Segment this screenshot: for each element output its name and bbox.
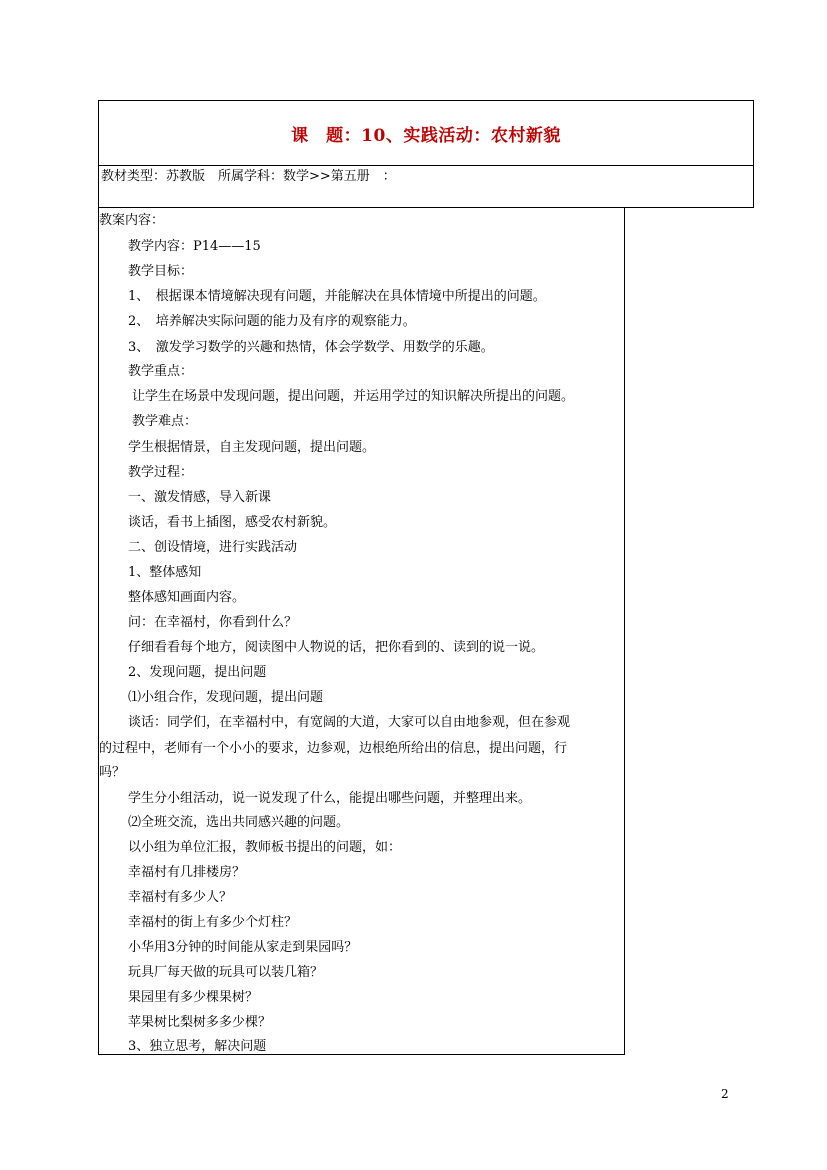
content-line: 幸福村有几排楼房？	[128, 865, 246, 880]
lesson-title: 课 题：10、实践活动：农村新貌	[291, 125, 561, 146]
content-line: 教学内容：P14——15	[128, 239, 261, 254]
content-line: 果园里有多少棵果树？	[128, 990, 259, 1005]
content-line: 吗？	[99, 765, 126, 780]
content-line: 的过程中，老师有一个小小的要求，边参观，边根绝所给出的信息，提出问题，行	[99, 741, 568, 756]
content-line: 问：在幸福村，你看到什么？	[128, 615, 298, 630]
content-line: 教学过程：	[128, 465, 194, 480]
content-line: 2、发现问题，提出问题	[128, 665, 267, 680]
content-line: 仔细看看每个地方，阅读图中人物说的话，把你看到的、读到的说一说。	[128, 640, 545, 655]
content-line: 2、 培养解决实际问题的能力及有序的观察能力。	[128, 314, 416, 329]
content-line: 幸福村有多少人？	[128, 890, 233, 905]
content-line: 小华用3分钟的时间能从家走到果园吗？	[128, 940, 358, 955]
content-line: 3、独立思考，解决问题	[128, 1039, 267, 1054]
content-line: 学生分小组活动，说一说发现了什么，能提出哪些问题，并整理出来。	[128, 791, 532, 806]
content-line: 3、 激发学习数学的兴趣和热情，体会学数学、用数学的乐趣。	[128, 340, 494, 355]
page-number: 2	[721, 1087, 729, 1101]
content-line: 学生根据情景，自主发现问题，提出问题。	[128, 440, 376, 455]
content-line: 幸福村的街上有多少个灯柱？	[128, 915, 298, 930]
meta-cell	[98, 165, 754, 208]
meta-line: 教材类型：苏教版 所属学科：数学>>第五册 ：	[101, 169, 396, 184]
content-line: 以小组为单位汇报，教师板书提出的问题，如：	[128, 840, 402, 855]
content-line: 1、 根据课本情境解决现有问题，并能解决在具体情境中所提出的问题。	[128, 289, 546, 304]
content-line: 谈话：同学们，在幸福村中，有宽阔的大道，大家可以自由地参观，但在参观	[128, 715, 571, 730]
content-line: 苹果树比梨树多多少棵？	[128, 1015, 272, 1030]
content-cell	[98, 207, 625, 1055]
content-line: 二、创设情境，进行实践活动	[128, 540, 298, 555]
content-line: 整体感知画面内容。	[128, 590, 246, 605]
title-cell	[98, 100, 754, 166]
content-line: 谈话，看书上插图，感受农村新貌。	[128, 515, 337, 530]
content-line: 玩具厂每天做的玩具可以装几箱？	[128, 965, 324, 980]
content-line: ⑴小组合作，发现问题，提出问题	[128, 690, 324, 705]
content-line: 教学难点：	[132, 414, 198, 429]
content-line: 教学目标：	[128, 264, 194, 279]
content-line: 教案内容：	[99, 213, 165, 228]
content-line: 让学生在场景中发现问题，提出问题，并运用学过的知识解决所提出的问题。	[132, 389, 575, 404]
content-line: 1、整体感知	[128, 565, 202, 580]
content-line: ⑵全班交流，选出共同感兴趣的问题。	[128, 815, 350, 830]
content-line: 一、激发情感，导入新课	[128, 490, 272, 505]
content-line: 教学重点：	[128, 364, 194, 379]
